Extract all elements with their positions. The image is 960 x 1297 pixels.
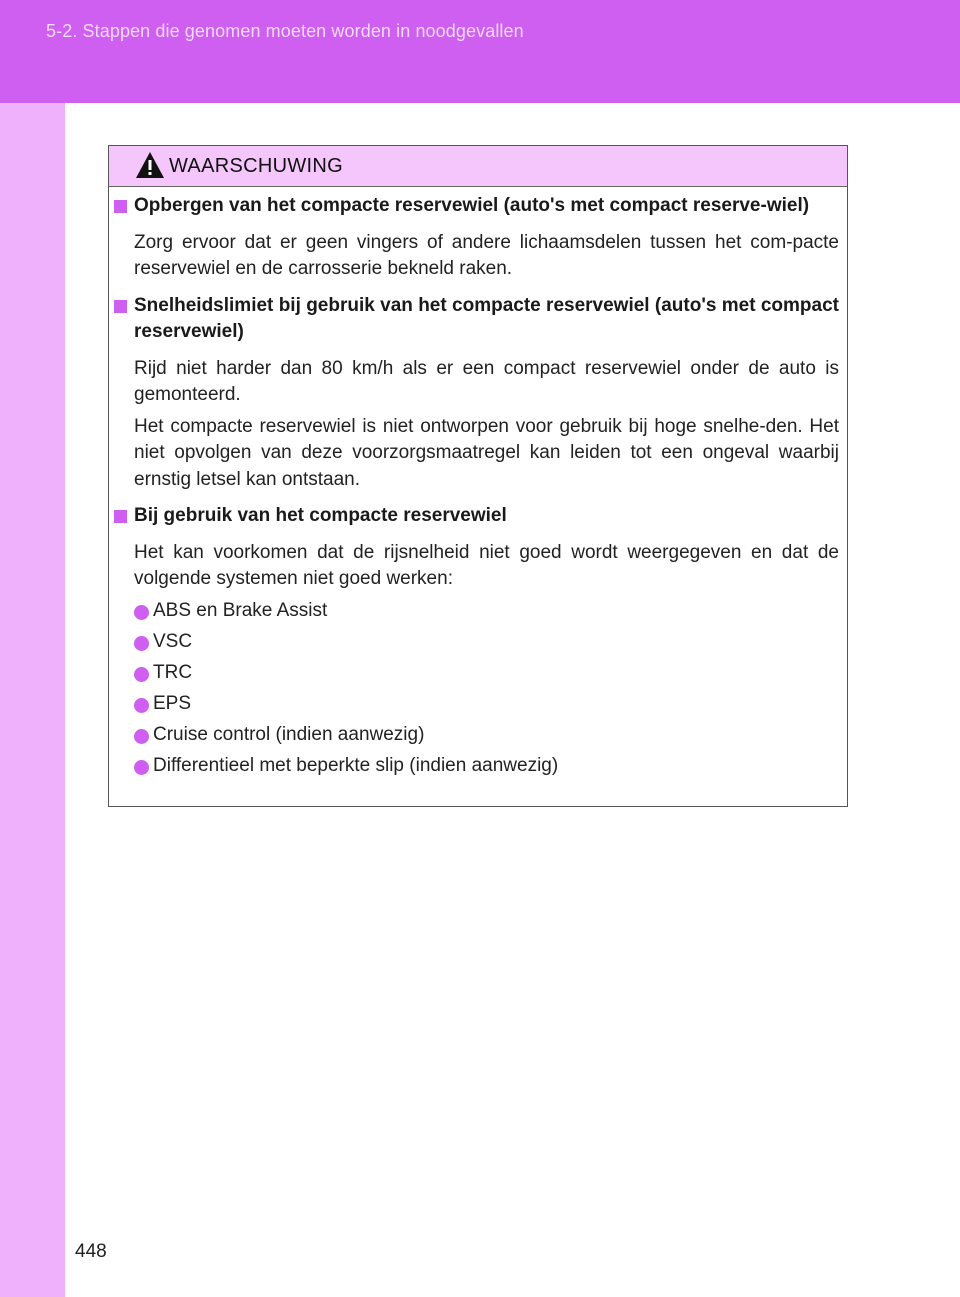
circle-bullet-icon [134,698,149,713]
page-number: 448 [75,1241,107,1262]
item-heading: Bij gebruik van het compacte reservewiel [134,505,507,526]
list-item [134,598,839,629]
list-item-text: VSC [153,630,193,652]
warning-title: WAARSCHUWING [169,155,343,177]
system-list [134,598,839,784]
warning-box [108,145,848,807]
list-item-text: Cruise control (indien aanwezig) [153,723,425,745]
list-item-text: Differentieel met beperkte slip (indien aanwezig) [153,754,559,776]
circle-bullet-icon [134,605,149,620]
item-heading: Opbergen van het compacte reservewiel (auto's met compact reserve-wiel) [134,195,810,216]
square-bullet-icon [114,200,127,213]
warning-item-spare-storage [134,193,839,283]
item-paragraph: Zorg ervoor dat er geen vingers of andere lichaamsdelen tussen het com-pacte reservewiel en de carrosserie bekneld raken. [134,231,839,279]
circle-bullet-icon [134,667,149,682]
circle-bullet-icon [134,729,149,744]
section-title: 5-2. Stappen die genomen moeten worden in noodgevallen [46,21,524,41]
list-item-text: ABS en Brake Assist [153,599,328,621]
list-item-text: TRC [153,661,193,683]
list-item [134,691,839,722]
warning-header [109,146,847,187]
warning-item-speed-limit [134,293,839,494]
warning-body [109,187,847,784]
item-heading: Snelheidslimiet bij gebruik van het compacte reservewiel (auto's met compact reservewiel) [134,294,839,342]
warning-item-compact-spare-use [134,503,839,784]
header-band [0,0,960,103]
item-paragraph: Het kan voorkomen dat de rijsnelheid niet goed wordt weergegeven en dat de volgende systemen niet goed werken: [134,541,839,589]
item-paragraph: Rijd niet harder dan 80 km/h als er een compact reservewiel onder de auto is gemonteerd. [134,357,839,405]
side-band [0,103,65,1297]
list-item-text: EPS [153,692,192,714]
item-paragraph: Het compacte reservewiel is niet ontworpen voor gebruik bij hoge snelhe-den. Het niet opvolgen van deze voorzorgsmaatregel kan leiden tot een ongeval waarbij ernstig letsel kan ontstaan. [134,415,839,490]
list-item [134,753,839,784]
list-item [134,722,839,753]
square-bullet-icon [114,510,127,523]
circle-bullet-icon [134,760,149,775]
list-item [134,629,839,660]
circle-bullet-icon [134,636,149,651]
list-item [134,660,839,691]
warning-triangle-icon [135,151,165,179]
square-bullet-icon [114,300,127,313]
